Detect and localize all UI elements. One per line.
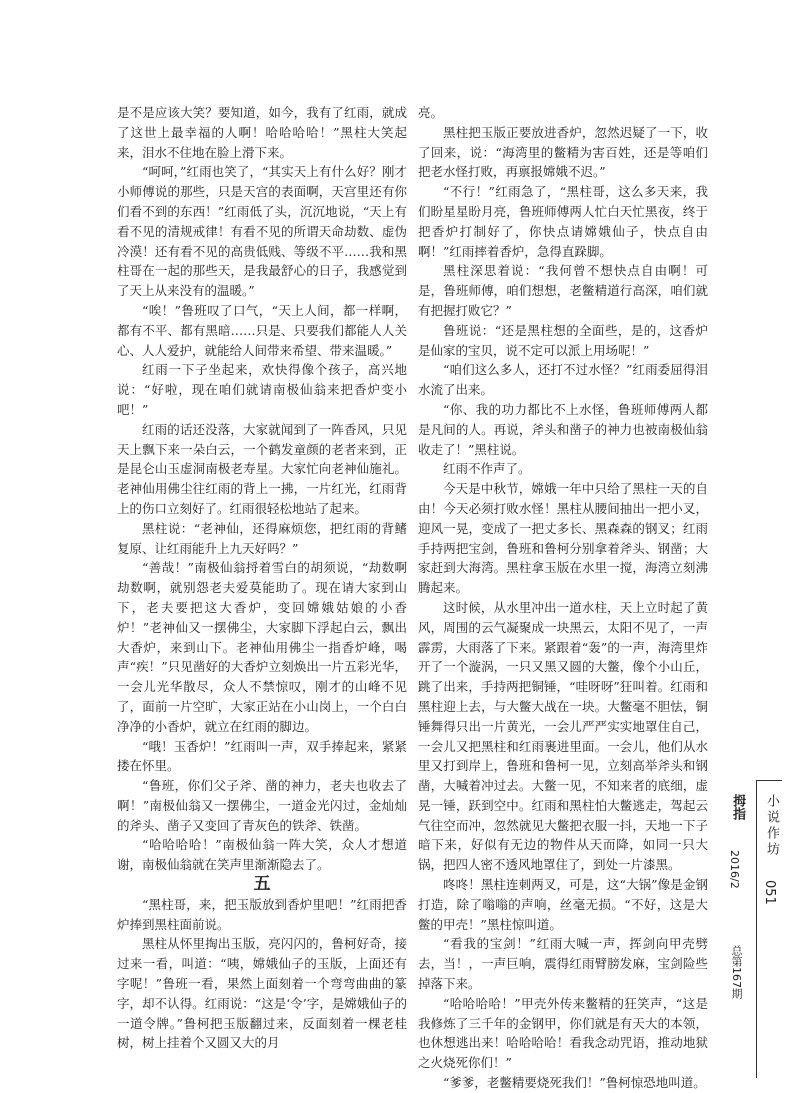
paragraph: “黑柱哥，来，把玉版放到香炉里吧！”红雨把香炉捧到黑柱面前说。 bbox=[117, 896, 407, 932]
paragraph: “看我的宝剑！”红雨大喊一声，挥剑向甲壳劈去，当！，一声巨响，震得红雨臂膀发麻，宝剑险些掉落下来。 bbox=[418, 936, 708, 992]
paragraph: 红雨的话还没落，大家就闻到了一阵香风，只见天上飘下来一朵白云，一个鹤发童颜的老者来到，正是昆仑山玉虚洞南极老寿星。大家忙向老神仙施礼。老神仙用佛尘往红雨的背上一拂，一片红光，红雨背上的伤口立刻好了。红雨很轻松地站了起来。 bbox=[117, 421, 407, 516]
section-name: 小说作坊 bbox=[764, 794, 779, 858]
paragraph: “哈哈哈哈！”甲壳外传来鳖精的狂笑声，“这是我修炼了三千年的金钢甲，你们就是有天大的本领，也休想逃出来！哈哈哈哈！看我念动咒语，推动地狱之火烧死你们！” bbox=[418, 995, 708, 1071]
magazine-name: 拇指 bbox=[730, 794, 745, 820]
paragraph: 黑柱深思着说：“我何曾不想快点自由啊！可是，鲁班师傅，咱们想想，老鳖精道行高深，咱们就有把握打败它？” bbox=[418, 263, 708, 318]
paragraph: 今天是中秋节，嫦娥一年中只给了黑柱一天的自由！今天必须打败水怪！黑柱从腰间抽出一把小叉，迎风一晃，变成了一把丈多长、黑森森的钢叉；红雨手持两把宝剑，鲁班和鲁柯分别拿着斧头、钢凿；大家赶到大海湾。黑柱拿玉版在水里一搅，海湾立刻沸腾起来。 bbox=[418, 481, 708, 596]
paragraph: 黑柱说：“老神仙，还得麻烦您，把红雨的背鳍复原、让红雨能升上九天好吗？” bbox=[117, 520, 407, 556]
paragraph: 黑柱从怀里掏出玉版，亮闪闪的，鲁柯好奇，接过来一看，叫道：“咦，嫦娥仙子的玉版，上面还有字呢！”鲁班一看，果然上面刻着一个弯弯曲曲的篆字，却不认得。红雨说：“这是‘令’字，是嫦娥仙子的一道令牌。”鲁柯把玉版翻过来，反面刻着一棵老桂树，树上挂着个又圆又大的月 bbox=[117, 936, 407, 1051]
paragraph: “不行！”红雨急了，“黑柱哥，这么多天来，我们盼星星盼月亮，鲁班师傅两人忙白天忙黑夜，终于把香炉打制好了，你快点请嫦娥仙子，快点自由啊！”红雨摔着香炉，急得直跺脚。 bbox=[418, 184, 708, 259]
paragraph: 黑柱把玉版正要放进香炉，忽然迟疑了一下，收了回来，说：“海湾里的鳖精为害百姓，还是等咱们把老水怪打败，再禀报嫦娥不迟。” bbox=[418, 124, 708, 180]
paragraph: 红雨不作声了。 bbox=[443, 461, 531, 477]
paragraph: 鲁班说：“还是黑柱想的全面些，是的，这香炉是仙家的宝贝，说不定可以派上用场呢！” bbox=[418, 322, 708, 358]
right-column bbox=[418, 103, 708, 1093]
paragraph: “你、我的功力都比不上水怪，鲁班师傅两人都是凡间的人。再说，斧头和凿子的神力也被南极仙翁收走了！”黑柱说。 bbox=[418, 401, 708, 457]
paragraph: “呵呵，”红雨也笑了，“其实天上有什么好？刚才小师傅说的那些，只是天宫的表面啊，天宫里还有你们看不到的东西！”红雨低了头，沉沉地说，“天上有看不见的清规戒律！有看不见的所谓天命劫数、虚伪冷漠！还有看不见的高贵低贱、等级不平……我和黑柱哥在一起的那些天，是我最舒心的日子，我感觉到了天上从来没有的温暖。” bbox=[117, 164, 407, 299]
paragraph: 是不是应该大笑？要知道，如今，我有了红雨，就成了这世上最幸福的人啊！哈哈哈哈！”黑柱大笑起来，泪水不住地在脸上滑下来。 bbox=[117, 105, 407, 160]
page-number: 051 bbox=[762, 880, 777, 905]
total-issue-number: 总第167期 bbox=[730, 945, 743, 999]
paragraph: 咚咚！黑柱连刺两叉，可是，这“大锅”像是金钢打造，除了嗡嗡的声响，丝毫无损。“不好，这是大鳖的甲壳！”黑柱惊叫道。 bbox=[418, 877, 708, 932]
paragraph: “鲁班，你们父子斧、凿的神力，老夫也收去了啊！”南极仙翁又一摆佛尘，一道金光闪过，金灿灿的斧头、凿子又变回了青灰色的铁斧、铁凿。 bbox=[117, 778, 407, 833]
paragraph: “唉！”鲁班叹了口气，“天上人间，都一样啊，都有不平、都有黑暗……只是、只要我们都能人人关心、人人爱护，就能给人间带来希望、带来温暖。” bbox=[117, 302, 407, 358]
paragraph: 亮。 bbox=[418, 105, 444, 120]
paragraph: “善哉！”南极仙翁捋着雪白的胡须说，“劫数啊劫数啊，就别怨老夫爱莫能助了。现在请大家到山下，老夫要把这大香炉，变回嫦娥姑娘的小香炉！”老神仙又一摆佛尘，大家脚下浮起白云，飘出大香炉，来到山下。老神仙用佛尘一指香炉峰，喝声“疾！”只见凿好的大香炉立刻焕出一片五彩光华，一会儿光华散尽，众人不禁惊叹，刚才的山峰不见了，面前一片空旷，大家正站在小山岗上，一个白白净净的小香炉，就立在红雨的脚边。 bbox=[117, 560, 407, 734]
paragraph: 红雨一下子坐起来，欢快得像个孩子，高兴地说：“好啦，现在咱们就请南极仙翁来把香炉变小吧！” bbox=[117, 362, 407, 417]
paragraph: “爹爹，老鳖精要烧死我们！”鲁柯惊恐地叫道。 bbox=[443, 1075, 706, 1091]
page-sidebar bbox=[722, 780, 782, 1078]
paragraph: “哈哈哈哈！”南极仙翁一阵大笑，众人才想道谢，南极仙翁就在笑声里渐渐隐去了。 bbox=[117, 837, 407, 873]
paragraph: “咱们这么多人，还打不过水怪？”红雨委屈得泪水流了出来。 bbox=[418, 362, 708, 398]
issue-info: 2016/2 bbox=[728, 850, 741, 889]
divider bbox=[756, 780, 782, 781]
paragraph: “哦！玉香炉！”红雨叫一声，双手捧起来，紧紧搂在怀里。 bbox=[117, 738, 407, 774]
left-column bbox=[117, 103, 407, 1053]
section-heading: 五 bbox=[253, 874, 271, 895]
paragraph: 这时候，从水里冲出一道水柱，天上立时起了黄风，周围的云气凝聚成一块黑云，太阳不见了，一声霹雳，大雨落了下来。紧跟着“轰”的一声，海湾里炸开了一个漩涡，一只又黑又圆的大鳖，像个小山丘，跳了出来，手持两把铜锤，“哇呀呀”狂叫着。红雨和黑柱迎上去，与大鳖大战在一块。大鳖毫不胆怯，铜锤舞得只出一片黄光，一会儿严严实实地罩住自己，一会儿又把黑柱和红雨裹进里面。一会儿，他们从水里又打到岸上，鲁班和鲁柯一见，立刻高举斧头和钢凿，大喊着冲过去。大鳖一见，不知来者的底细，虚晃一锤，跃到空中。红雨和黑柱怕大鳖逃走，驾起云气往空而冲，忽然就见大鳖把衣服一抖，天地一下子暗下来，好似有无边的物件从天而降，如同一只大锅，把四人密不透风地罩住了，到处一片漆黑。 bbox=[418, 599, 708, 873]
divider bbox=[756, 780, 757, 1078]
